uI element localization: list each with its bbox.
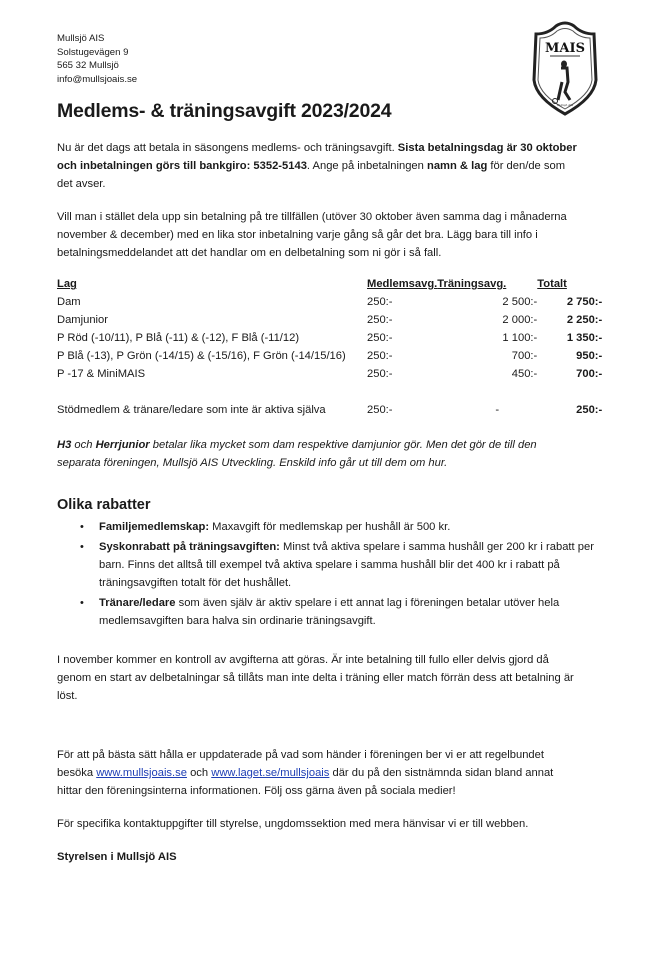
cell-traningsavg: 2 000:- bbox=[502, 314, 538, 326]
club-crest-logo-icon bbox=[528, 20, 602, 116]
svg-text:MAIS: MAIS bbox=[545, 41, 585, 56]
table-row-support-member bbox=[57, 401, 602, 419]
header-lag: Lag bbox=[57, 278, 77, 290]
cell-medlemsavg: 250:- bbox=[367, 296, 393, 308]
intro-text-1: Nu är det dags att betala in säsongens medlems- och träningsavgift. bbox=[57, 142, 398, 154]
herr-note-text-2: betalar lika mycket som dam respektive damjunior gör. Men det gör de till den separata föreningen, Mullsjö AIS Utveckling. Enskild info går ut till dem om hur. bbox=[57, 439, 537, 469]
discount-text: som även själv är aktiv spelare i ett annat lag i föreningen betalar utöver hela medlemsavgiften bara halva sin ordinarie träningsavgift. bbox=[99, 597, 560, 627]
cell-lag: P Röd (-10/11), P Blå (-11) & (-12), F Blå (-11/12) bbox=[57, 332, 300, 344]
intro-paragraph bbox=[57, 139, 577, 193]
cell-medlemsavg: 250:- bbox=[367, 314, 393, 326]
herr-note-h3: H3 bbox=[57, 439, 72, 451]
list-item bbox=[57, 518, 597, 536]
cell-lag: P -17 & MiniMAIS bbox=[57, 368, 146, 380]
intro-text-3: för den/de som det avser. bbox=[57, 160, 566, 190]
intro-name-team: namn & lag bbox=[426, 160, 488, 172]
herr-note-herrjunior: Herrjunior bbox=[95, 439, 150, 451]
cell-lag: Dam bbox=[57, 296, 81, 308]
cell-lag: P Blå (-13), P Grön (-14/15) & (-15/16), F Grön (-14/15/16) bbox=[57, 350, 346, 362]
svg-text:Mullsjö AIS: Mullsjö AIS bbox=[556, 103, 574, 107]
header-medlemsavg: Medlemsavg. bbox=[367, 278, 438, 290]
installments-paragraph: Vill man i stället dela upp sin betalning på tre tillfällen (utöver 30 oktober även samma dag i månaderna november & december) med en lika stor inbetalning varje gång så går det bra. Lägg bara till info i betalningsmeddelandet att det handlar om en delbetalning som ni gör i så fall. bbox=[57, 211, 567, 259]
cell-totalt: 2 750:- bbox=[566, 296, 603, 308]
discount-title: Tränare/ledare bbox=[99, 597, 176, 609]
herr-note-paragraph bbox=[57, 436, 577, 472]
herr-note-text-1: och bbox=[71, 439, 96, 451]
header-totalt: Totalt bbox=[537, 278, 567, 290]
cell-lag: Stödmedlem & tränare/ledare som inte är aktiva själva bbox=[57, 404, 326, 416]
discounts-list bbox=[57, 518, 597, 632]
spacer-cell bbox=[57, 383, 602, 401]
sender-street: Solstugevägen 9 bbox=[57, 46, 129, 58]
discount-text: Minst två aktiva spelare i samma hushåll ger 200 kr i rabatt per barn. Finns det alltså till exempel två aktiva spelare i samma hushåll blir det 400 kr i rabatt på träningsavgiften totalt för det hushållet. bbox=[99, 541, 594, 589]
laget-website-link[interactable]: www.laget.se/mullsjoais bbox=[211, 767, 330, 779]
signature: Styrelsen i Mullsjö AIS bbox=[57, 851, 177, 863]
sender-name: Mullsjö AIS bbox=[57, 33, 105, 44]
discounts-heading: Olika rabatter bbox=[57, 497, 151, 513]
cell-medlemsavg: 250:- bbox=[367, 332, 393, 344]
cell-traningsavg: 2 500:- bbox=[502, 296, 538, 308]
list-item bbox=[57, 594, 597, 630]
cell-medlemsavg: 250:- bbox=[367, 368, 393, 380]
discount-text: Maxavgift för medlemskap per hushåll är 500 kr. bbox=[209, 521, 451, 533]
contact-note-paragraph: För specifika kontaktuppgifter till styrelse, ungdomssektion med mera hänvisar vi er till webben. bbox=[57, 818, 529, 830]
table-row bbox=[57, 311, 602, 329]
fee-table-header bbox=[57, 275, 602, 293]
discount-title: Familjemedlemskap: bbox=[99, 521, 210, 533]
cell-medlemsavg: 250:- bbox=[367, 350, 393, 362]
cell-traningsavg: - bbox=[495, 404, 500, 416]
bullet-icon: • bbox=[80, 521, 84, 533]
cell-totalt: 700:- bbox=[576, 368, 603, 380]
cell-medlemsavg: 250:- bbox=[367, 404, 393, 416]
sender-email: info@mullsjoais.se bbox=[57, 73, 138, 85]
cell-totalt: 950:- bbox=[576, 350, 603, 362]
sender-postal: 565 32 Mullsjö bbox=[57, 60, 119, 71]
discount-title: Syskonrabatt på träningsavgiften: bbox=[99, 541, 280, 553]
table-spacer bbox=[57, 383, 602, 401]
cell-traningsavg: 700:- bbox=[511, 350, 538, 362]
mullsjoais-website-link[interactable]: www.mullsjoais.se bbox=[96, 767, 187, 779]
bullet-icon: • bbox=[80, 597, 84, 609]
table-row bbox=[57, 365, 602, 383]
table-row bbox=[57, 293, 602, 311]
web-note-paragraph bbox=[57, 746, 577, 800]
intro-text-2: . Ange på inbetalningen bbox=[306, 160, 427, 172]
cell-totalt: 2 250:- bbox=[566, 314, 603, 326]
payment-deadline-bankgiro: Sista betalningsdag är 30 oktober och inbetalningen görs till bankgiro: 5352-5143 bbox=[57, 142, 577, 172]
cell-totalt: 1 350:- bbox=[566, 332, 603, 344]
cell-totalt: 250:- bbox=[576, 404, 603, 416]
web-note-text-2: och bbox=[186, 767, 212, 779]
fee-table bbox=[57, 275, 602, 419]
header-traningsavg: Träningsavg. bbox=[437, 278, 507, 290]
sender-address bbox=[57, 32, 137, 86]
bullet-icon: • bbox=[80, 541, 84, 553]
web-note-text-3: där du på den sistnämnda sidan bland annat hittar den föreningsinterna informationen. Följ oss gärna även på sociala medier! bbox=[57, 767, 554, 797]
cell-traningsavg: 450:- bbox=[511, 368, 538, 380]
table-row bbox=[57, 347, 602, 365]
list-item bbox=[57, 538, 597, 592]
control-note-paragraph: I november kommer en kontroll av avgifterna att göras. Är inte betalning till fullo eller delvis gjord då genom en start av delbetalningar så tillåts man inte delta i träning eller match förrän dess att betalning är löst. bbox=[57, 654, 574, 702]
cell-traningsavg: 1 100:- bbox=[502, 332, 538, 344]
web-note-text-1: För att på bästa sätt hålla er uppdaterade på vad som händer i föreningen ber vi er att regelbundet besöka bbox=[57, 749, 544, 779]
table-row bbox=[57, 329, 602, 347]
cell-lag: Damjunior bbox=[57, 314, 108, 326]
page-title: Medlems- & träningsavgift 2023/2024 bbox=[57, 100, 392, 122]
